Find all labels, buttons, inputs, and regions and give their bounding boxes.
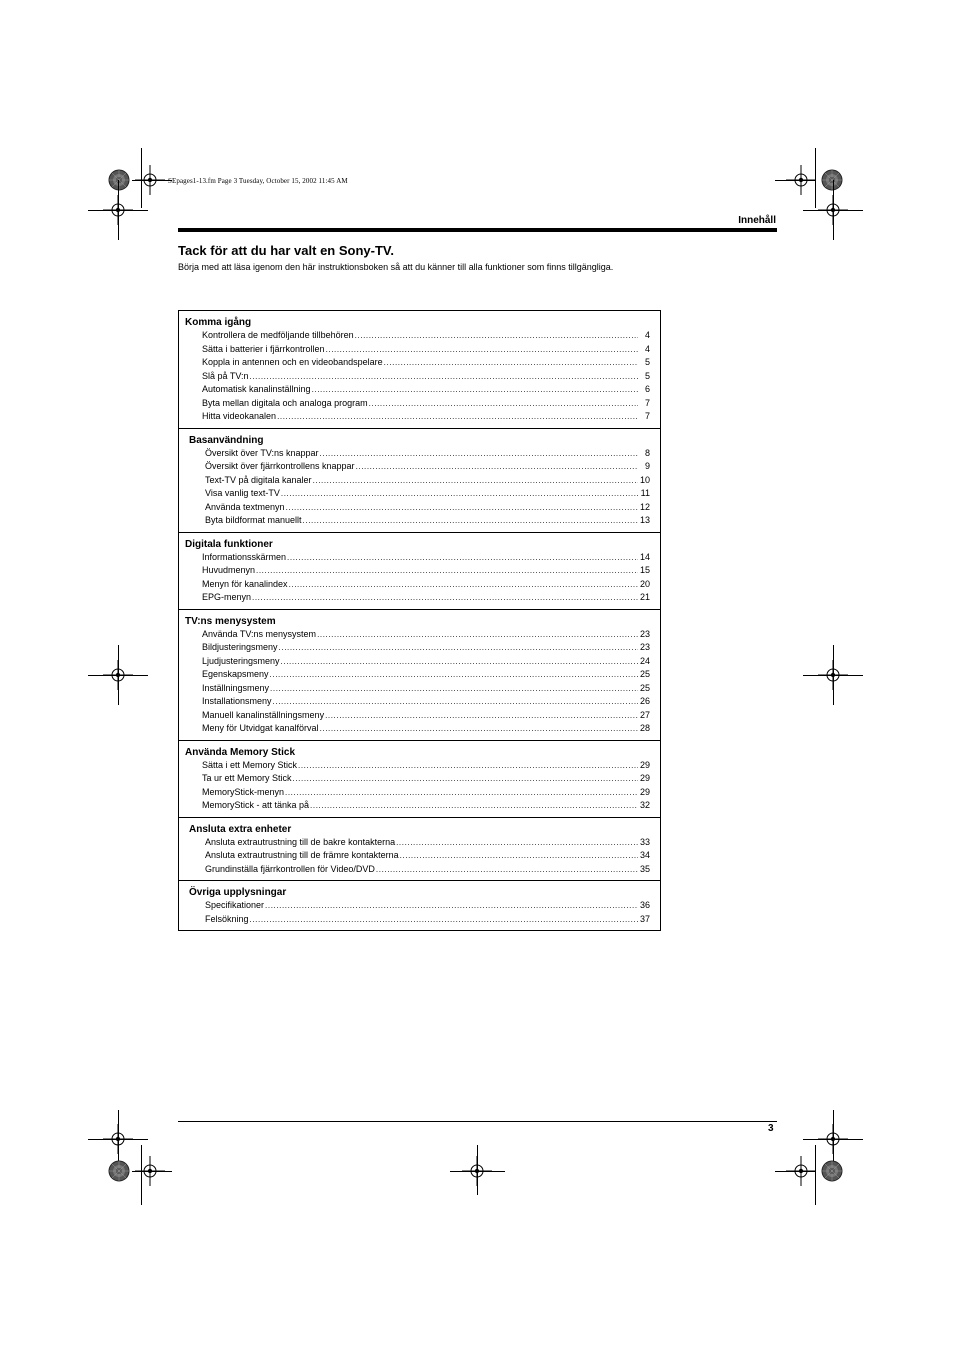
toc-entry-page: 5 — [644, 370, 650, 381]
toc-section — [179, 740, 660, 817]
crop-line — [477, 1145, 478, 1195]
crop-line — [141, 1145, 142, 1205]
toc-leader-dots — [298, 760, 638, 773]
color-target-icon — [821, 1160, 843, 1182]
toc-leader-dots — [325, 710, 638, 723]
toc-leader-dots — [376, 864, 638, 877]
crop-line — [141, 148, 142, 208]
toc-entry-page: 11 — [640, 488, 650, 498]
page-number: 3 — [768, 1123, 774, 1134]
toc-entry-title: Sätta i ett Memory Stick — [202, 759, 298, 770]
toc-entry-page: 27 — [639, 709, 650, 720]
toc-entry-title: Hitta videokanalen — [202, 411, 277, 421]
toc-entry-title: Bildjusteringsmeny — [202, 642, 278, 652]
toc-leader-dots — [320, 723, 638, 736]
toc-entry-title: Ansluta extrautrustning till de bakre kontakterna — [205, 836, 396, 847]
crop-line — [775, 1171, 815, 1172]
toc-entry-title: Ansluta extrautrustning till de främre kontakterna — [205, 850, 399, 860]
toc-entry-title: Informationsskärmen — [202, 551, 287, 562]
toc-entry — [185, 913, 650, 927]
toc-entry — [185, 329, 650, 343]
toc-entry-page: 13 — [639, 515, 650, 525]
toc-entry-page: 29 — [639, 773, 650, 783]
toc-entry-page: 35 — [639, 863, 650, 874]
color-target-icon — [108, 1160, 130, 1182]
toc-entry-page: 36 — [639, 900, 650, 910]
toc-entry — [185, 772, 650, 786]
toc-heading: Komma igång — [185, 317, 252, 328]
crop-line — [88, 1139, 148, 1140]
toc-entry — [185, 836, 650, 850]
toc-entry-page: 23 — [639, 642, 650, 652]
toc-entry-page: 10 — [639, 474, 650, 485]
section-label: Innehåll — [738, 215, 776, 226]
toc-entry-page: 7 — [644, 411, 650, 421]
toc-entry-title: Koppla in antennen och en videobandspelare — [202, 357, 383, 367]
toc-entry — [185, 447, 650, 461]
header-rule — [178, 228, 777, 232]
toc-entry-page: 33 — [639, 836, 650, 847]
toc-entry — [185, 786, 650, 800]
toc-leader-dots — [252, 592, 638, 605]
toc-entry — [185, 655, 650, 669]
toc-heading: TV:ns menysystem — [185, 615, 276, 627]
toc-entry-page: 4 — [644, 330, 650, 340]
toc-section — [179, 609, 660, 740]
toc-entry-page: 12 — [639, 501, 650, 512]
toc-leader-dots — [250, 371, 638, 384]
toc-entry-page: 5 — [644, 357, 650, 367]
toc-leader-dots — [293, 773, 638, 786]
toc-entry-title: Ljudjusteringsmeny — [202, 655, 280, 666]
toc-entry — [185, 578, 650, 592]
table-of-contents — [178, 310, 661, 931]
toc-entry-page: 9 — [644, 461, 650, 471]
toc-entry-title: Text-TV på digitala kanaler — [205, 474, 312, 485]
toc-heading: Ansluta extra enheter — [189, 823, 292, 835]
color-target-icon — [821, 169, 843, 191]
toc-leader-dots — [285, 787, 638, 800]
toc-entry-title: Specifikationer — [205, 900, 265, 910]
toc-entry — [185, 487, 650, 501]
toc-entry-page: 8 — [644, 447, 650, 458]
toc-entry-title: Automatisk kanalinställning — [202, 384, 311, 394]
toc-leader-dots — [279, 642, 638, 655]
color-target-icon — [108, 169, 130, 191]
toc-entry-title: Använda textmenyn — [205, 501, 285, 512]
toc-leader-dots — [369, 398, 638, 411]
crop-line — [88, 210, 148, 211]
toc-entry-title: MemoryStick-menyn — [202, 786, 285, 797]
toc-entry-page: 24 — [639, 655, 650, 666]
toc-entry — [185, 410, 650, 424]
crop-line — [132, 180, 172, 181]
toc-entry-page: 28 — [639, 723, 650, 733]
toc-entry-page: 34 — [639, 850, 650, 860]
toc-entry-title: Byta bildformat manuellt — [205, 515, 302, 525]
toc-leader-dots — [326, 344, 638, 357]
toc-leader-dots — [320, 448, 638, 461]
toc-entry — [185, 849, 650, 863]
toc-entry-title: Översikt över TV:ns knappar — [205, 447, 319, 458]
crop-line — [88, 675, 148, 676]
page-title: Tack för att du har valt en Sony-TV. — [178, 243, 394, 258]
toc-entry-page: 15 — [639, 565, 650, 575]
toc-leader-dots — [273, 696, 638, 709]
toc-entry — [185, 564, 650, 578]
toc-leader-dots — [250, 914, 638, 927]
toc-entry — [185, 799, 650, 813]
toc-entry — [185, 695, 650, 709]
toc-leader-dots — [384, 357, 638, 370]
toc-entry — [185, 668, 650, 682]
toc-entry-title: Egenskapsmeny — [202, 669, 269, 679]
toc-entry — [185, 514, 650, 528]
toc-leader-dots — [355, 330, 638, 343]
toc-entry-page: 25 — [639, 682, 650, 693]
toc-entry — [185, 397, 650, 411]
toc-entry-page: 29 — [639, 786, 650, 797]
toc-entry-page: 25 — [639, 669, 650, 679]
crop-line — [803, 1139, 863, 1140]
crop-line — [450, 1171, 505, 1172]
toc-entry-page: 29 — [639, 759, 650, 770]
file-info: SEpages1-13.fm Page 3 Tuesday, October 15, 2002 11:45 AM — [168, 177, 348, 185]
toc-entry-page: 6 — [644, 384, 650, 394]
toc-entry — [185, 682, 650, 696]
toc-section — [179, 428, 660, 532]
toc-heading: Använda Memory Stick — [185, 746, 296, 758]
toc-leader-dots — [312, 384, 638, 397]
crop-line — [132, 1171, 172, 1172]
toc-entry — [185, 370, 650, 384]
toc-leader-dots — [281, 488, 638, 501]
toc-leader-dots — [270, 683, 638, 696]
toc-entry-title: Byta mellan digitala och analoga program — [202, 397, 368, 408]
toc-entry — [185, 591, 650, 605]
toc-entry-page: 4 — [644, 343, 650, 354]
toc-entry-title: Översikt över fjärrkontrollens knappar — [205, 461, 355, 471]
toc-entry-page: 26 — [639, 696, 650, 706]
toc-leader-dots — [317, 629, 638, 642]
toc-leader-dots — [356, 461, 638, 474]
toc-section — [179, 817, 660, 881]
toc-entry — [185, 501, 650, 515]
toc-entry-page: 37 — [639, 913, 650, 924]
toc-entry — [185, 899, 650, 913]
toc-entry-title: Meny för Utvidgat kanalförval — [202, 723, 319, 733]
toc-entry-title: Felsökning — [205, 913, 249, 924]
crop-line — [815, 148, 816, 208]
toc-entry-title: Använda TV:ns menysystem — [202, 628, 317, 639]
toc-entry-title: Grundinställa fjärrkontrollen för Video/DVD — [205, 863, 375, 874]
toc-entry-page: 14 — [639, 551, 650, 562]
toc-leader-dots — [277, 411, 638, 424]
toc-leader-dots — [281, 656, 638, 669]
toc-entry — [185, 551, 650, 565]
intro-text: Börja med att läsa igenom den här instruktionsboken så att du känner till alla funktioner som finns tillgängliga. — [178, 262, 614, 272]
toc-entry — [185, 356, 650, 370]
toc-entry-title: Huvudmenyn — [202, 565, 256, 575]
toc-entry — [185, 641, 650, 655]
toc-heading: Basanvändning — [189, 434, 264, 446]
toc-entry-title: Installationsmeny — [202, 696, 272, 706]
toc-entry — [185, 628, 650, 642]
toc-entry — [185, 343, 650, 357]
toc-heading: Digitala funktioner — [185, 538, 273, 550]
toc-entry-title: Visa vanlig text-TV — [205, 488, 280, 498]
crop-line — [775, 180, 815, 181]
toc-entry-title: Menyn för kanalindex — [202, 578, 288, 589]
toc-entry-page: 7 — [644, 397, 650, 408]
toc-entry — [185, 759, 650, 773]
toc-leader-dots — [270, 669, 638, 682]
toc-leader-dots — [256, 565, 638, 578]
toc-heading: Övriga upplysningar — [189, 887, 287, 898]
toc-leader-dots — [310, 800, 638, 813]
toc-entry-page: 32 — [639, 800, 650, 810]
toc-entry-title: Kontrollera de medföljande tillbehören — [202, 330, 354, 340]
toc-section — [179, 880, 660, 930]
toc-leader-dots — [303, 515, 638, 528]
toc-entry-title: Inställningsmeny — [202, 682, 270, 693]
toc-section — [179, 532, 660, 609]
toc-entry-title: Ta ur ett Memory Stick — [202, 773, 292, 783]
crop-line — [803, 675, 863, 676]
toc-entry-title: Slå på TV:n — [202, 370, 249, 381]
crop-line — [815, 1145, 816, 1205]
toc-leader-dots — [287, 552, 638, 565]
toc-entry-title: Sätta i batterier i fjärrkontrollen — [202, 343, 325, 354]
toc-leader-dots — [400, 850, 638, 863]
toc-leader-dots — [396, 837, 638, 850]
toc-entry — [185, 460, 650, 474]
toc-leader-dots — [289, 579, 638, 592]
toc-entry — [185, 863, 650, 877]
footer-rule — [178, 1121, 777, 1122]
toc-entry — [185, 383, 650, 397]
toc-section — [179, 311, 660, 428]
toc-entry-page: 23 — [639, 628, 650, 639]
toc-entry-title: EPG-menyn — [202, 592, 252, 602]
toc-leader-dots — [313, 475, 638, 488]
toc-entry-page: 20 — [639, 578, 650, 589]
toc-entry — [185, 722, 650, 736]
toc-entry — [185, 474, 650, 488]
toc-entry — [185, 709, 650, 723]
crop-line — [803, 210, 863, 211]
toc-entry-title: Manuell kanalinställningsmeny — [202, 709, 325, 720]
toc-leader-dots — [286, 502, 638, 515]
toc-entry-title: MemoryStick - att tänka på — [202, 800, 310, 810]
toc-leader-dots — [265, 900, 638, 913]
toc-entry-page: 21 — [639, 592, 650, 602]
